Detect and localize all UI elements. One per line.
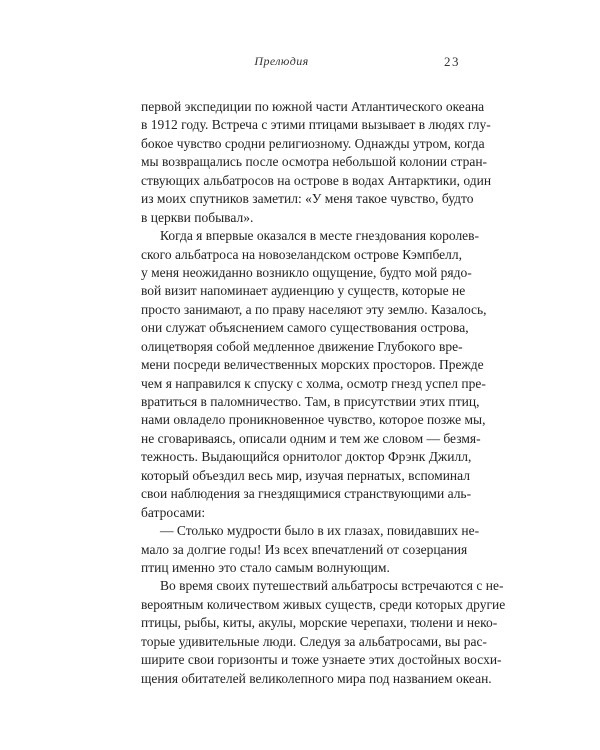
text-line: Когда я впервые оказался в месте гнездования королев- [160, 228, 480, 244]
text-line: птиц именно это стало самым волнующим. [141, 559, 390, 575]
text-line: ского альбатроса на новозеландском острове Кэмпбелл, [141, 246, 463, 262]
text-line: вероятным количеством живых существ, среди которых другие [141, 596, 506, 612]
page-number: 23 [444, 54, 460, 69]
paragraph [141, 227, 487, 522]
text-line: просто занимают, а по праву населяют эту землю. Казалось, [141, 301, 487, 317]
running-title: Прелюдия [254, 54, 309, 68]
body-text [141, 98, 506, 688]
text-line: мало за долгие годы! Из всех впечатлений от созерцания [141, 541, 468, 557]
text-line: птицы, рыбы, киты, акулы, морские черепахи, тюлени и неко- [141, 615, 498, 631]
text-line: ширите свои горизонты и тоже узнаете этих достойных восхи- [141, 652, 502, 668]
text-line: батросами: [141, 504, 206, 520]
paragraph [141, 522, 480, 577]
text-line: в церкви побывал». [141, 209, 254, 225]
text-line: чем я направился к спуску с холма, осмотр гнезд успел пре- [141, 375, 486, 391]
running-head [0, 54, 600, 70]
text-line: нами овладело проникновенное чувство, которое позже мы, [141, 412, 486, 428]
text-line: который объездил весь мир, изучая пернатых, вспоминал [141, 467, 471, 483]
text-line: ствующих альбатросов на острове в водах Антарктики, один [141, 172, 492, 188]
text-line: олицетворяя собой медленное движение Глубокого вре- [141, 338, 463, 354]
text-line: мы возвращались после осмотра небольшой колонии стран- [141, 154, 488, 170]
text-line: первой экспедиции по южной части Атлантического океана [141, 99, 485, 114]
text-line: вой визит напоминает аудиенцию у существ, которые не [141, 283, 466, 299]
text-line: мени посреди величественных морских просторов. Прежде [141, 357, 484, 373]
text-line: свои наблюдения за гнездящимися странствующими аль- [141, 486, 472, 502]
text-line: бокое чувство сродни религиозному. Однажды утром, когда [141, 135, 485, 151]
text-line: в 1912 году. Встреча с этими птицами вызывает в людях глу- [141, 117, 491, 133]
paragraph [141, 98, 492, 227]
text-line: из моих спутников заметил: «У меня такое чувство, будто [141, 191, 474, 207]
text-line: торые удивительные люди. Следуя за альбатросами, вы рас- [141, 633, 487, 649]
text-line: Во время своих путешествий альбатросы встречаются с не- [160, 578, 504, 594]
text-line: — Столько мудрости было в их глазах, повидавших не- [160, 523, 480, 539]
text-line: не сговариваясь, описали одним и тем же словом — безмя- [141, 430, 481, 446]
text-line: тежность. Выдающийся орнитолог доктор Фрэнк Джилл, [141, 449, 472, 465]
paragraph [141, 577, 506, 688]
text-line: вратиться в паломничество. Там, в присутствии этих птиц, [141, 394, 480, 409]
text-line: щения обитателей великолепного мира под названием океан. [141, 670, 492, 686]
text-line: у меня неожиданно возникло ощущение, будто мой рядо- [141, 264, 472, 280]
text-line: они служат объяснением самого существования острова, [141, 320, 469, 336]
